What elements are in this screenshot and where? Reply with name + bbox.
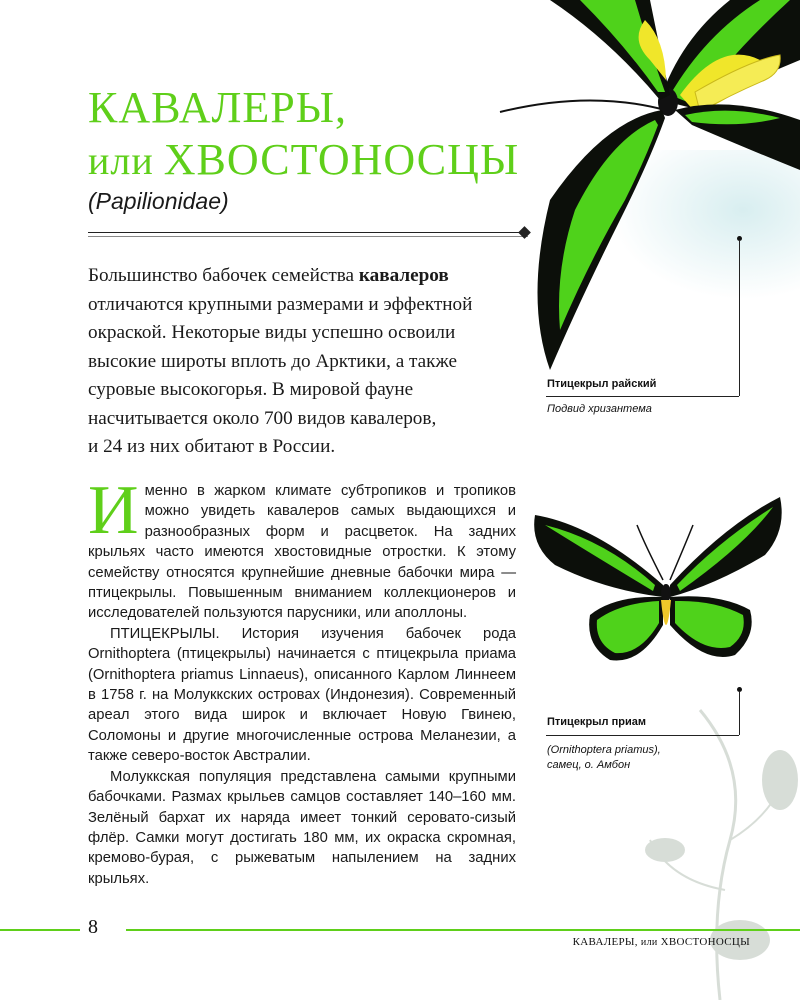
caption-subtitle-top: Подвид хризантема	[547, 403, 652, 415]
caption-subtitle-mid-2: самец, о. Амбон	[547, 759, 631, 771]
title-rule	[88, 232, 528, 233]
body-text	[88, 472, 516, 889]
intro-line-7: и 24 из них обитают в России.	[88, 436, 336, 457]
botanical-plant-decoration	[640, 690, 800, 1000]
title-line-1: КАВАЛЕРЫ,	[88, 83, 348, 132]
intro-line-4: высокие широты вплоть до Арктики, а также	[88, 350, 457, 372]
caption-title-mid: Птицекрыл приам	[547, 716, 646, 728]
caption-leader-vertical-mid	[739, 691, 740, 735]
title-rule-secondary	[88, 236, 528, 237]
body-paragraph-2: ПТИЦЕКРЫЛЫ. История изучения бабочек рода Ornithoptera (птицекрылы) начинается с птицекрыла приама (Ornithoptera priamus Linnaeus), описанного Карлом Линнеем в 1758 г. на Молуккских островах (Индонезия). Современный ареал этого вида широк и включает Новую Гвинею, Соломоны и другие многочисленные острова Меланезии, а также северо-восток Австралии.	[88, 625, 516, 765]
title-line-2-main: ХВОСТОНОСЦЫ	[163, 135, 520, 184]
caption-leader-horizontal-top	[546, 396, 739, 397]
running-head	[573, 936, 750, 948]
intro-line-6: насчитывается около 700 видов кавалеров,	[88, 407, 437, 429]
running-head-part-1: КАВАЛЕРЫ,	[572, 936, 638, 948]
caption-leader-vertical-top	[739, 240, 740, 396]
footer-rule-left	[0, 929, 80, 931]
page-title	[88, 82, 519, 187]
intro-line-2: отличаются крупными размерами и эффектной	[88, 293, 473, 315]
butterfly-priam-birdwing-illustration	[525, 485, 790, 690]
intro-paragraph	[88, 262, 528, 462]
title-line-2-prefix: или	[88, 138, 154, 183]
running-head-part-3: ХВОСТОНОСЦЫ	[660, 936, 750, 948]
footer-rule-right	[126, 929, 800, 931]
body-paragraph-1: менно в жарком климате субтропиков и тропиков можно увидеть кавалеров самых выдающихся и разнообразных форм и расцветок. На задних крыльях часто имеются хвостовидные отростки. К этому семейству относятся крупнейшие дневные бабочки мира — птицекрылы. Повышенным вниманием коллекционеров и исследователей пользуются парусники, или аполлоны.	[88, 483, 516, 622]
drop-cap: И	[88, 472, 139, 549]
running-head-part-2: или	[640, 937, 658, 948]
latin-family-name: (Papilionidae)	[88, 188, 229, 214]
caption-subtitle-mid-1: (Ornithoptera priamus),	[547, 744, 661, 756]
caption-leader-horizontal-mid	[546, 735, 739, 736]
intro-bold-term: кавалеров	[358, 265, 449, 286]
caption-title-top: Птицекрыл райский	[547, 378, 657, 390]
page-number: 8	[88, 916, 98, 938]
body-paragraph-3: Молуккская популяция представлена самыми крупными бабочками. Размах крыльев самцов составляет 140–160 мм. Зелёный бархат их наряда имеет тонкий серовато-сизый флёр. Самки могут достигать 180 мм, их окраска скромная, кремово-бурая, с рыжеватым напылением на задних крыльях.	[88, 768, 516, 887]
intro-line-3: окраской. Некоторые виды успешно освоили	[88, 322, 456, 343]
intro-line-1: Большинство бабочек семейства	[88, 265, 359, 286]
intro-line-5: суровые высокогорья. В мировой фауне	[88, 379, 414, 400]
